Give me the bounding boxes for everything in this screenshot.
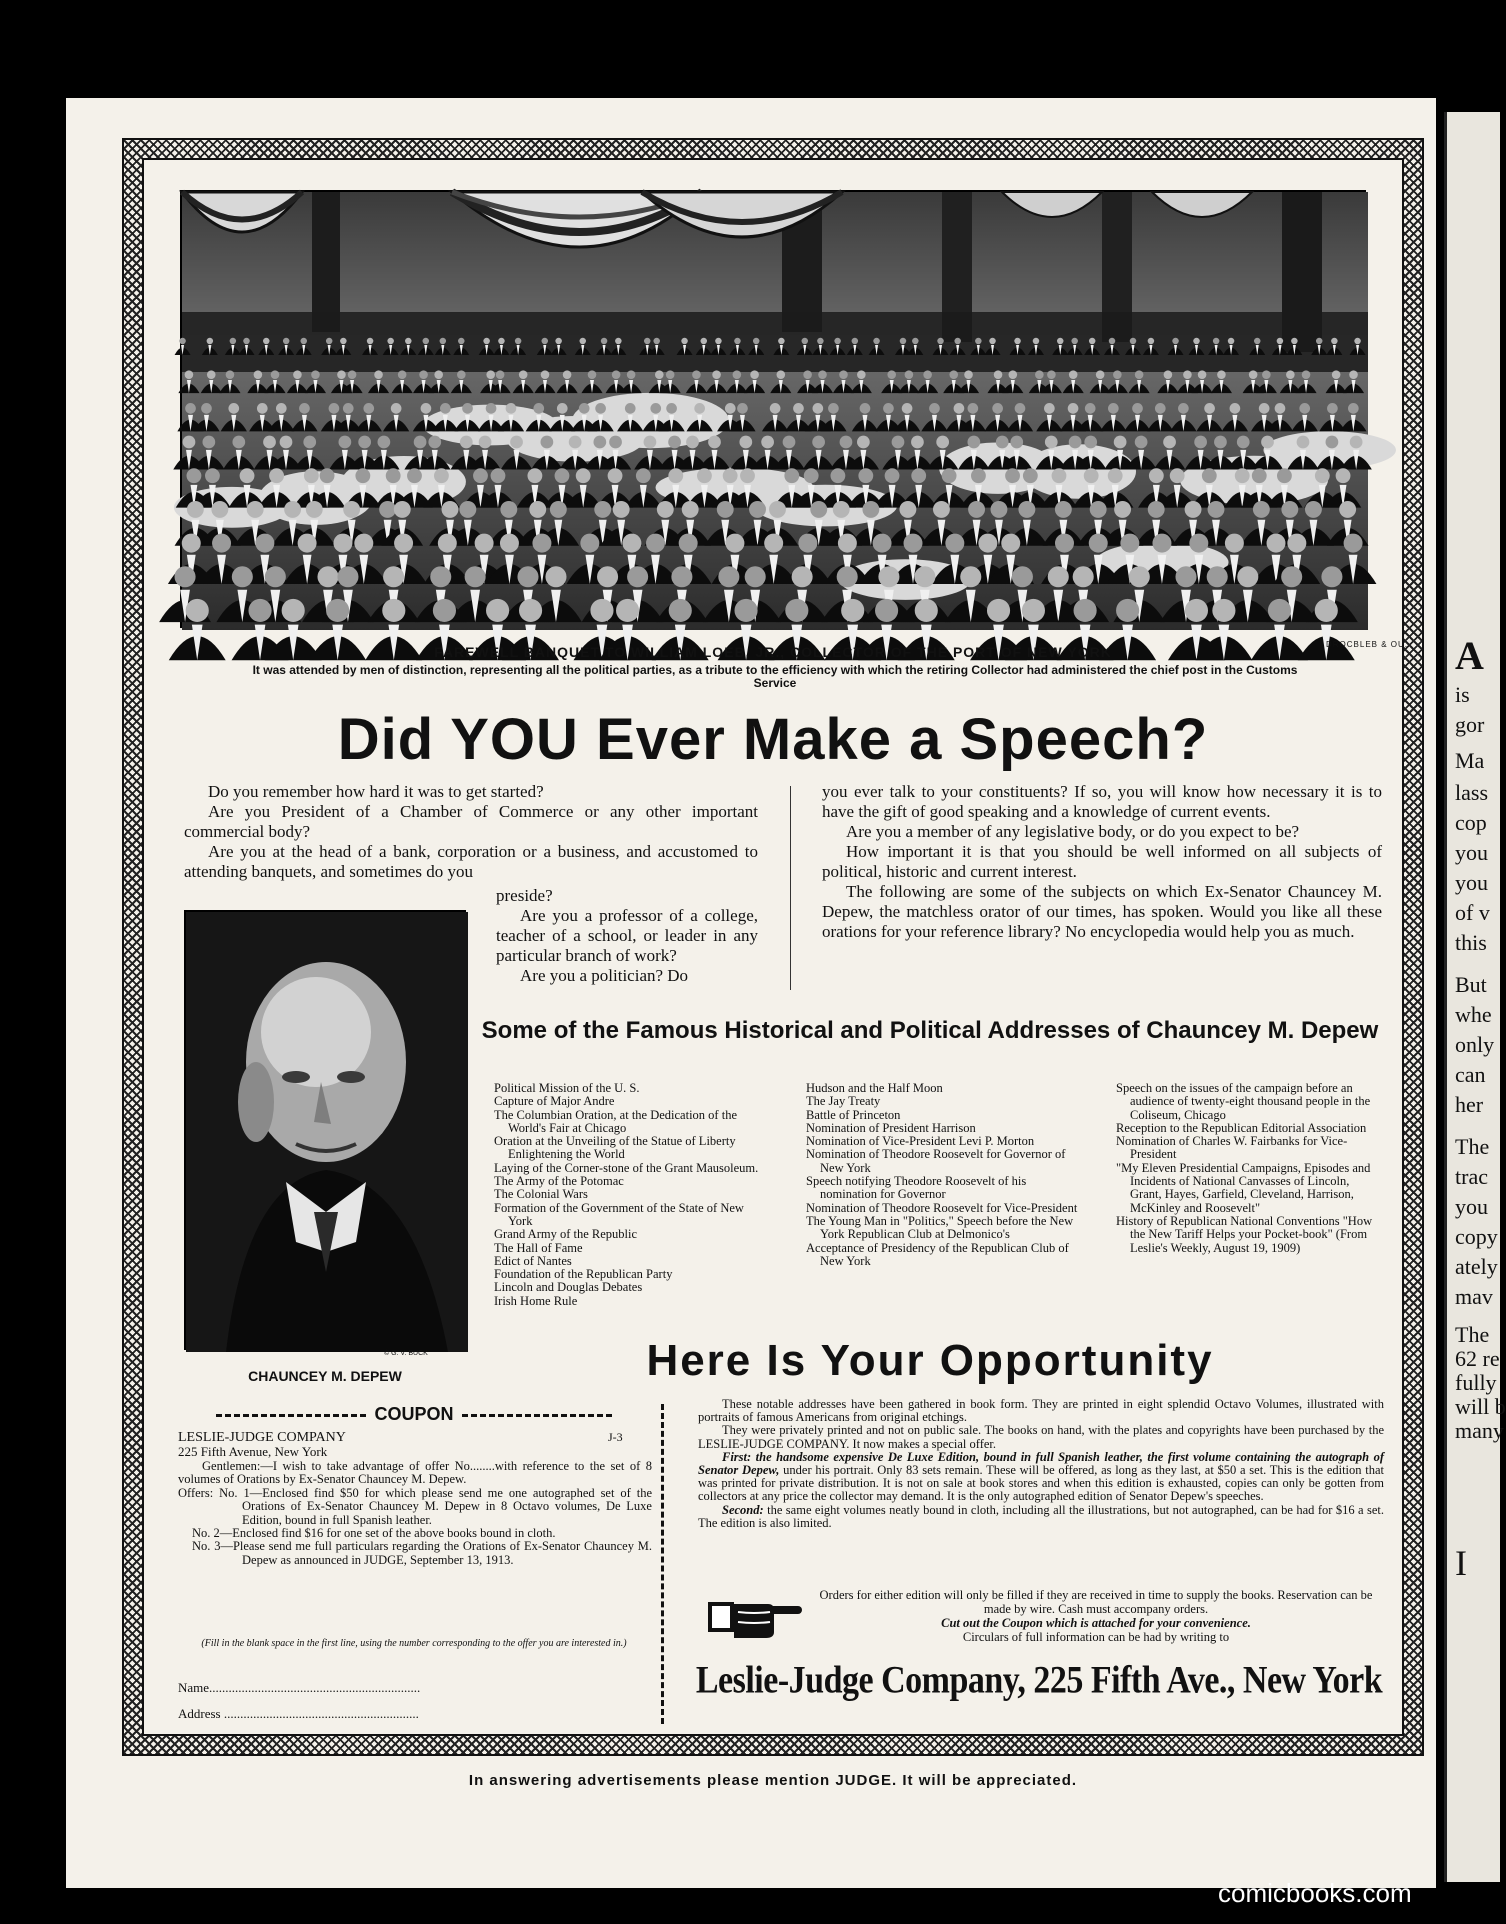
addresses-title: Some of the Famous Historical and Political Addresses of Chauncey M. Depew <box>481 1017 1379 1044</box>
adjacent-page-text: whe <box>1455 1002 1492 1027</box>
adjacent-page-text: trac <box>1455 1164 1488 1189</box>
address-item: Political Mission of the U. S. <box>494 1081 640 1095</box>
intro-left-column <box>184 782 758 882</box>
offer-paragraph: These notable addresses have been gathered in book form. They are printed in eight splendid Octavo Volumes, illustrated with portraits of famous Americans from original etchings. <box>698 1397 1384 1425</box>
intro-paragraph: Are you at the head of a bank, corporation or a business, and accustomed to attending banquets, and sometimes do you <box>184 842 758 881</box>
intro-paragraph: you ever talk to your constituents? If so, you will know how necessary it is to have the gift of good speaking and a knowledge of current events. <box>822 782 1382 821</box>
address-item: Reception to the Republican Editorial Association <box>1116 1120 1367 1135</box>
adjacent-page-text: you <box>1455 1194 1488 1219</box>
intro-left-narrow-column <box>496 886 758 986</box>
portrait-credit: © G. V. BUCK <box>384 1350 428 1357</box>
circulars-note: Circulars of full information can be had by writing to <box>962 1630 1230 1644</box>
photo-caption-title: FAREWELL BANQUET TO WILLIAM LOEB, JR., COLLECTOR OF THE PORT OF NEW YORK <box>434 644 1112 660</box>
address-item: Lincoln and Douglas Debates <box>494 1280 643 1295</box>
coupon-company: LESLIE-JUDGE COMPANY <box>178 1430 346 1445</box>
company-address: Leslie-Judge Company, 225 Fifth Ave., New York <box>695 1659 1383 1702</box>
banquet-photo <box>180 190 1366 628</box>
coupon-offer-3: No. 3—Please send me full particulars regarding the Orations of Ex-Senator Chauncey M. Depew as announced in JUDGE, September 13, 1913. <box>192 1539 652 1567</box>
portrait-drawing <box>186 912 468 1352</box>
adjacent-page-text: The <box>1455 1322 1490 1347</box>
address-item: The Hall of Fame <box>494 1240 583 1255</box>
address-item: Nomination of Vice-President Levi P. Morton <box>806 1134 1035 1149</box>
offer-first-lead: First: the handsome expensive De Luxe Edition, bound in full Spanish leather, the first volume containing the autograph of Senator Depew, <box>698 1449 1384 1478</box>
adjacent-page-text: The <box>1455 1134 1490 1159</box>
adjacent-page-text: many <box>1455 1418 1504 1443</box>
address-item: History of Republican National Conventions "How the New Tariff Helps your Pocket-book" (From Leslie's Weekly, August 19, 1909) <box>1116 1213 1373 1255</box>
photo-caption-text: It was attended by men of distinction, representing all the political parties, as a tribute to the efficiency with which the retiring Collector had administered the chief post in the Customs Service <box>252 663 1298 690</box>
address-item: The Young Man in "Politics," Speech before the New York Republican Club at Delmonico's <box>806 1213 1074 1242</box>
intro-paragraph: preside? <box>496 886 553 905</box>
order-terms: Orders for either edition will only be filled if they are received in time to supply the books. Reservation can be made by wire. Cash must accompany orders. <box>819 1588 1373 1616</box>
coupon-offer-2: No. 2—Enclosed find $16 for one set of the above books bound in cloth. <box>192 1526 556 1541</box>
offer-paragraph <box>698 1504 1384 1530</box>
cut-coupon-note: Cut out the Coupon which is attached for your convenience. <box>941 1616 1251 1630</box>
address-item: Battle of Princeton <box>806 1107 901 1122</box>
intro-paragraph: Are you a member of any legislative body, or do you expect to be? <box>846 822 1300 841</box>
coupon-code: J-3 <box>608 1430 623 1444</box>
address-item: "My Eleven Presidential Campaigns, Episodes and Incidents of National Canvasses of Lincoln, Grant, Hayes, Garfield, Cleveland, Harrison, McKinley and Roosevelt" <box>1116 1160 1371 1215</box>
address-item: Hudson and the Half Moon <box>806 1081 943 1095</box>
intro-paragraph: Are you a professor of a college, teacher of a school, or leader in any particular branch of work? <box>496 906 758 965</box>
coupon-offer-line[interactable]: Gentlemen:—I wish to take advantage of offer No........with reference to the set of 8 volumes of Orations by Ex-Senator Chauncey M. Depew. <box>178 1459 652 1487</box>
address-item: Nomination of Theodore Roosevelt for Governor of New York <box>806 1147 1066 1175</box>
adjacent-page-text: But <box>1455 972 1487 997</box>
portrait-caption: CHAUNCEY M. DEPEW <box>248 1368 402 1384</box>
coupon-cut-line <box>216 1414 366 1417</box>
pointing-hand-icon <box>708 1592 804 1647</box>
adjacent-page-text: 62 re <box>1455 1346 1500 1371</box>
adjacent-page-text: I <box>1455 1543 1467 1583</box>
offer-paragraph: They were privately printed and not on public sale. The books on hand, with the plates and copyrights have been purchased by the LESLIE-JUDGE COMPANY. It now makes a special offer. <box>698 1423 1384 1451</box>
adjacent-page-text: you <box>1455 870 1488 895</box>
adjacent-page-text: of v <box>1455 900 1490 925</box>
adjacent-page-text: will b <box>1455 1394 1506 1419</box>
adjacent-page-text: ately <box>1455 1254 1498 1279</box>
address-item: Acceptance of Presidency of the Republican Club of New York <box>806 1240 1069 1268</box>
offer-second-lead: Second: <box>722 1502 764 1517</box>
address-item: Irish Home Rule <box>494 1293 578 1308</box>
address-item: The Colonial Wars <box>494 1187 588 1202</box>
addresses-column-1 <box>494 1082 766 1308</box>
photo-credit: DROCBLEB & OU. <box>1326 640 1409 649</box>
address-item: Grand Army of the Republic <box>494 1227 638 1242</box>
watermark: comicbooks.com <box>1218 1878 1412 1908</box>
intro-paragraph: Do you remember how hard it was to get started? <box>208 782 544 801</box>
headline: Did YOU Ever Make a Speech? <box>337 707 1209 772</box>
adjacent-page-text: you <box>1455 840 1488 865</box>
address-item: Nomination of Charles W. Fairbanks for Vice-President <box>1116 1134 1348 1162</box>
name-field[interactable]: Name................................................................. <box>178 1680 421 1695</box>
address-item: Nomination of President Harrison <box>806 1120 976 1135</box>
address-item: Foundation of the Republican Party <box>494 1267 673 1282</box>
intro-paragraph: How important it is that you should be well informed on all subjects of political, historic and current interest. <box>822 842 1382 881</box>
adjacent-page-edge <box>1444 112 1506 1882</box>
adjacent-page-text: mav <box>1455 1284 1493 1309</box>
adjacent-page-text: her <box>1455 1092 1484 1117</box>
offer-paragraph <box>698 1451 1384 1504</box>
adjacent-page-text: lass <box>1455 780 1488 805</box>
coupon-street: 225 Fifth Avenue, New York <box>178 1444 328 1459</box>
offer-description <box>698 1398 1384 1530</box>
intro-paragraph: Are you a politician? Do <box>520 966 689 985</box>
address-item: Laying of the Corner-stone of the Grant Mausoleum. <box>494 1160 759 1175</box>
adjacent-page-text: A <box>1455 633 1484 678</box>
intro-right-column <box>822 782 1382 942</box>
banquet-photo-drawing <box>182 192 1368 630</box>
intro-paragraph: The following are some of the subjects on which Ex-Senator Chauncey M. Depew, the matchless orator of our times, has spoken. Would you like all these orations for your reference library? No encyclopedia would help you as much. <box>822 882 1382 941</box>
coupon-cut-line <box>462 1414 612 1417</box>
opportunity-heading: Here Is Your Opportunity <box>646 1336 1214 1385</box>
address-item: Speech on the issues of the campaign before an audience of twenty-eight thousand people in the Coliseum, Chicago <box>1116 1081 1371 1122</box>
adjacent-page-text: this <box>1455 930 1487 955</box>
address-item: Capture of Major Andre <box>494 1094 615 1109</box>
adjacent-page-text: cop <box>1455 810 1487 835</box>
address-item: The Army of the Potomac <box>494 1174 624 1189</box>
order-instructions <box>808 1588 1384 1644</box>
order-coupon[interactable] <box>164 1404 664 1724</box>
address-item: Formation of the Government of the State of New York <box>494 1200 744 1228</box>
address-item: Edict of Nantes <box>494 1253 572 1268</box>
coupon-note: (Fill in the blank space in the first line, using the number corresponding to the offer you are interested in.) <box>201 1638 627 1649</box>
address-item: Nomination of Theodore Roosevelt for Vice-President <box>806 1200 1078 1215</box>
address-field[interactable]: Address ............................................................ <box>178 1706 419 1721</box>
adjacent-page-text: fully <box>1455 1370 1497 1395</box>
addresses-column-3 <box>1116 1082 1384 1255</box>
offer-first-rest: under his portrait. Only 83 sets remain. These will be offered, as long as they last, at $50 a set. This is the edition that was printed for private distribution. It is not on sale at book stores and when this edition is exhausted, copies can only be gotten from collectors at any price the collector may demand. It is the only autographed edition of Senator Depew's speeches. <box>698 1463 1385 1504</box>
adjacent-page-text: copy <box>1455 1224 1498 1249</box>
address-item: Speech notifying Theodore Roosevelt of his nomination for Governor <box>806 1174 1027 1202</box>
addresses-column-2 <box>806 1082 1078 1268</box>
adjacent-page-text: only <box>1455 1032 1495 1057</box>
offer-second-rest: the same eight volumes neatly bound in cloth, including all the illustrations, but not autographed, can be had for $16 a set. The edition is also limited. <box>698 1502 1384 1530</box>
coupon-offer-1: Offers: No. 1—Enclosed find $50 for which please send me one autographed set of the Orations of Ex-Senator Chauncey M. Depew in 8 Octavo volumes, De Luxe Edition, bound in full Spanish leather. <box>178 1485 652 1527</box>
address-item: The Columbian Oration, at the Dedication of the World's Fair at Chicago <box>494 1107 737 1135</box>
address-item: Oration at the Unveiling of the Statue of Liberty Enlightening the World <box>494 1134 736 1162</box>
column-divider <box>790 786 791 990</box>
coupon-body <box>178 1460 652 1567</box>
coupon-heading-label: COUPON <box>374 1404 454 1424</box>
depew-portrait <box>184 910 466 1350</box>
adjacent-page-text: Ma <box>1455 748 1485 773</box>
coupon-heading <box>164 1404 664 1425</box>
address-item: The Jay Treaty <box>806 1094 881 1109</box>
intro-paragraph: Are you President of a Chamber of Commerce or any other important commercial body? <box>184 802 758 841</box>
adjacent-page-text: can <box>1455 1062 1486 1087</box>
adjacent-page-text: is <box>1455 682 1470 707</box>
adjacent-page-text: gor <box>1455 712 1485 737</box>
advertising-notice: In answering advertisements please mention JUDGE. It will be appreciated. <box>468 1772 1078 1789</box>
